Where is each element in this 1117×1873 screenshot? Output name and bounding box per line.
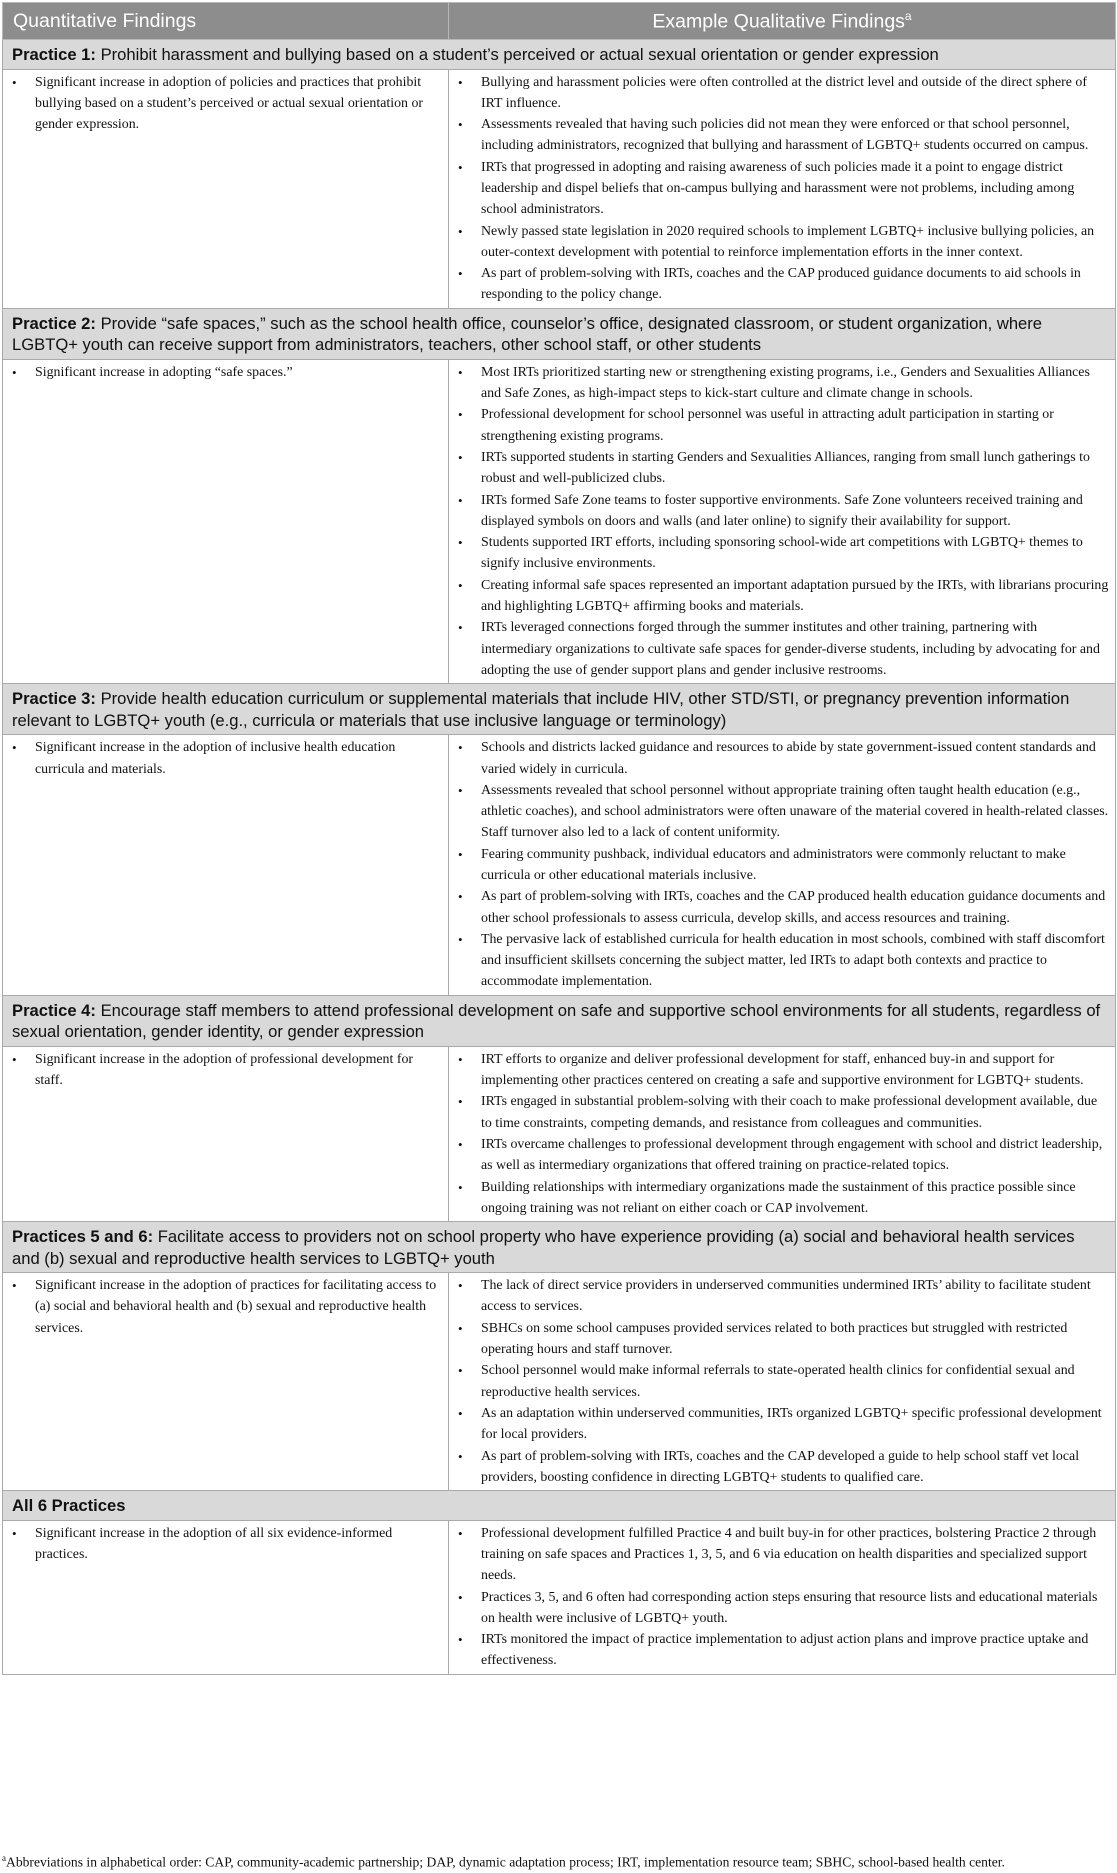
practice-heading (3, 684, 1116, 735)
quantitative-finding: • Significant increase in adopting “safe spaces.” (9, 362, 442, 383)
findings-row (3, 1046, 1116, 1221)
quantitative-findings-cell (3, 359, 449, 683)
qualitative-finding: • The lack of direct service providers in underserved communities undermined IRTs’ ability to facilitate student access to services. (455, 1275, 1109, 1318)
practice-label: All 6 Practices (12, 1496, 126, 1516)
quantitative-findings-cell (3, 1046, 449, 1221)
quantitative-findings-list (9, 72, 442, 136)
practice-header-row (3, 1222, 1116, 1273)
quantitative-findings-list (9, 1275, 442, 1339)
qualitative-finding: • IRTs engaged in substantial problem-solving with their coach to make professional development available, due to time constraints, competing demands, and resistance from colleagues and communities. (455, 1091, 1109, 1134)
practice-label: Practices 5 and 6: (12, 1227, 154, 1247)
practice-header-row (3, 40, 1116, 70)
practice-label: Practice 3: (12, 689, 96, 709)
qualitative-findings-cell (449, 1046, 1116, 1221)
qualitative-finding: • Newly passed state legislation in 2020 required schools to implement LGBTQ+ inclusive bullying policies, an outer-context development with potential to reinforce implementation efforts in the inner context. (455, 221, 1109, 264)
qualitative-finding: • Most IRTs prioritized starting new or strengthening existing programs, i.e., Genders and Sexualities Alliances and Safe Zones, as high-impact steps to kick-start culture and climate change in schools. (455, 362, 1109, 405)
practice-title: Prohibit harassment and bullying based on a student’s perceived or actual sexual orientation or gender expression (100, 45, 939, 64)
qualitative-findings-cell (449, 1520, 1116, 1674)
qualitative-findings-list (455, 1523, 1109, 1672)
qualitative-findings-cell (449, 359, 1116, 683)
practice-heading (3, 308, 1116, 359)
qualitative-footnote-marker: a (904, 8, 912, 23)
practice-label: Practice 2: (12, 313, 96, 333)
qualitative-finding: • Schools and districts lacked guidance and resources to abide by state government-issued content standards and varied widely in curricula. (455, 737, 1109, 780)
quantitative-findings-cell (3, 1273, 449, 1491)
quantitative-finding: • Significant increase in the adoption of professional development for staff. (9, 1049, 442, 1092)
practice-header-row (3, 308, 1116, 359)
footnote-text: Abbreviations in alphabetical order: CAP, community-academic partnership; DAP, dynamic adaptation process; IRT, implementation resource team; SBHC, school-based health center. (6, 1854, 1005, 1870)
practice-header-row (3, 1491, 1116, 1521)
footnote-marker: a (2, 1853, 6, 1863)
findings-row (3, 69, 1116, 308)
practice-title: Provide health education curriculum or supplemental materials that include HIV, other STD/STI, or pregnancy prevention information relevant to LGBTQ+ youth (e.g., curricula or materials that use inclusive language or terminology) (12, 689, 1070, 730)
qualitative-finding: • IRTs monitored the impact of practice implementation to adjust action plans and improve practice uptake and effectiveness. (455, 1629, 1109, 1672)
quantitative-findings-cell (3, 69, 449, 308)
qualitative-finding: • Bullying and harassment policies were often controlled at the district level and outside of the direct sphere of IRT influence. (455, 72, 1109, 115)
qualitative-finding: • Creating informal safe spaces represented an important adaptation pursued by the IRTs, with librarians procuring and highlighting LGBTQ+ affirming books and materials. (455, 575, 1109, 618)
qualitative-finding: • As part of problem-solving with IRTs, coaches and the CAP produced guidance documents to aid schools in responding to the policy change. (455, 263, 1109, 306)
qualitative-finding: • IRTs that progressed in adopting and raising awareness of such policies made it a point to engage district leadership and dispel beliefs that on-campus bullying and harassment were not problems, including among school administrators. (455, 157, 1109, 221)
qualitative-finding: • Fearing community pushback, individual educators and administrators were commonly reluctant to make curricula or other educational materials inclusive. (455, 844, 1109, 887)
practice-heading (3, 40, 1116, 70)
qualitative-header-label: Example Qualitative Findings (652, 10, 905, 33)
practice-label: Practice 1: (12, 45, 96, 64)
qualitative-findings-header (449, 3, 1116, 40)
qualitative-finding: • IRTs formed Safe Zone teams to foster supportive environments. Safe Zone volunteers received training and displayed symbols on doors and walls (and later online) to signify their availability for support. (455, 490, 1109, 533)
practice-label: Practice 4: (12, 1000, 96, 1020)
quantitative-findings-list (9, 737, 442, 780)
qualitative-findings-list (455, 737, 1109, 993)
qualitative-finding: • IRTs supported students in starting Genders and Sexualities Alliances, ranging from small lunch gatherings to robust and well-publicized clubs. (455, 447, 1109, 490)
qualitative-finding: • As part of problem-solving with IRTs, coaches and the CAP developed a guide to help school staff vet local providers, boosting confidence in directing LGBTQ+ students to qualified care. (455, 1446, 1109, 1489)
quantitative-finding: • Significant increase in the adoption of inclusive health education curricula and materials. (9, 737, 442, 780)
header-row (3, 3, 1116, 40)
practice-title: Encourage staff members to attend professional development on safe and supportive school environments for all students, regardless of sexual orientation, gender identity, or gender expression (12, 1000, 1101, 1042)
qualitative-findings-list (455, 362, 1109, 681)
findings-row (3, 1273, 1116, 1491)
quantitative-finding: • Significant increase in the adoption of all six evidence-informed practices. (9, 1523, 442, 1566)
findings-row (3, 1520, 1116, 1674)
qualitative-finding: • IRT efforts to organize and deliver professional development for staff, enhanced buy-in and support for implementing other practices centered on creating a safe and supportive environment for LGBTQ+ students. (455, 1049, 1109, 1092)
qualitative-finding: • Building relationships with intermediary organizations made the sustainment of this practice possible since ongoing training was not reliant on either coach or CAP involvement. (455, 1177, 1109, 1220)
quantitative-findings-cell (3, 1520, 449, 1674)
qualitative-finding: • Students supported IRT efforts, including sponsoring school-wide art competitions with LGBTQ+ themes to signify inclusive environments. (455, 532, 1109, 575)
qualitative-finding: • Professional development fulfilled Practice 4 and built buy-in for other practices, bolstering Practice 2 through training on safe spaces and Practices 1, 3, 5, and 6 via education on health disparities and specialized support needs. (455, 1523, 1109, 1587)
qualitative-finding: • School personnel would make informal referrals to state-operated health clinics for confidential sexual and reproductive health services. (455, 1360, 1109, 1403)
qualitative-finding: • As part of problem-solving with IRTs, coaches and the CAP produced health education guidance documents and other school professionals to assess curricula, develop skills, and access resources and training. (455, 886, 1109, 929)
findings-row (3, 359, 1116, 683)
qualitative-finding: • Assessments revealed that having such policies did not mean they were enforced or that school personnel, including administrators, recognized that bullying and harassment of LGBTQ+ students occurred on campus. (455, 114, 1109, 157)
quantitative-findings-list (9, 362, 442, 383)
practice-heading (3, 1491, 1116, 1521)
practice-header-row (3, 684, 1116, 735)
qualitative-finding: • SBHCs on some school campuses provided services related to both practices but struggled with restricted operating hours and staff turnover. (455, 1318, 1109, 1361)
quantitative-finding: • Significant increase in adoption of policies and practices that prohibit bullying based on a student’s perceived or actual sexual orientation or gender expression. (9, 72, 442, 136)
qualitative-findings-list (455, 72, 1109, 306)
qualitative-findings-cell (449, 735, 1116, 996)
findings-table (2, 2, 1116, 1675)
practice-title: Provide “safe spaces,” such as the school health office, counselor’s office, designated classroom, or student organization, where LGBTQ+ youth can receive support from administrators, teachers, other school staff, or other students (12, 313, 1043, 355)
qualitative-findings-list (455, 1275, 1109, 1488)
qualitative-findings-cell (449, 1273, 1116, 1491)
qualitative-finding: • Assessments revealed that school personnel without appropriate training often taught health education (e.g., athletic coaches), and school administrators were often unaware of the material covered in health-related classes. Staff turnover also led to a lack of content uniformity. (455, 780, 1109, 844)
practice-title: Facilitate access to providers not on school property who have experience providing (a) social and behavioral health services and (b) sexual and reproductive health services to LGBTQ+ youth (12, 1227, 1075, 1268)
qualitative-finding: • Professional development for school personnel was useful in attracting adult participation in starting or strengthening existing programs. (455, 404, 1109, 447)
quantitative-findings-list (9, 1049, 442, 1092)
qualitative-findings-cell (449, 69, 1116, 308)
practice-heading (3, 995, 1116, 1046)
quantitative-finding: • Significant increase in the adoption of practices for facilitating access to (a) social and behavioral health and (b) sexual and reproductive health services. (9, 1275, 442, 1339)
findings-row (3, 735, 1116, 996)
qualitative-finding: • IRTs leveraged connections forged through the summer institutes and other training, partnering with intermediary organizations to cultivate safe spaces for gender-diverse students, including by advocating for and adopting the use of gender support plans and gender inclusive restrooms. (455, 617, 1109, 681)
qualitative-finding: • As an adaptation within underserved communities, IRTs organized LGBTQ+ specific professional development for local providers. (455, 1403, 1109, 1446)
practice-header-row (3, 995, 1116, 1046)
qualitative-finding: • Practices 3, 5, and 6 often had corresponding action steps ensuring that resource lists and educational materials on health were inclusive of LGBTQ+ youth. (455, 1587, 1109, 1630)
quantitative-findings-header: Quantitative Findings (3, 3, 449, 40)
footnote (2, 1853, 1115, 1871)
table-body (3, 40, 1116, 1675)
quantitative-findings-list (9, 1523, 442, 1566)
practice-heading (3, 1222, 1116, 1273)
qualitative-findings-list (455, 1049, 1109, 1219)
qualitative-finding: • The pervasive lack of established curricula for health education in most schools, combined with staff discomfort and insufficient skillsets concerning the subject matter, led IRTs to adapt both contexts and practice to accommodate implementation. (455, 929, 1109, 993)
qualitative-finding: • IRTs overcame challenges to professional development through engagement with school and district leadership, as well as intermediary organizations that offered training on practice-related topics. (455, 1134, 1109, 1177)
quantitative-findings-cell (3, 735, 449, 996)
